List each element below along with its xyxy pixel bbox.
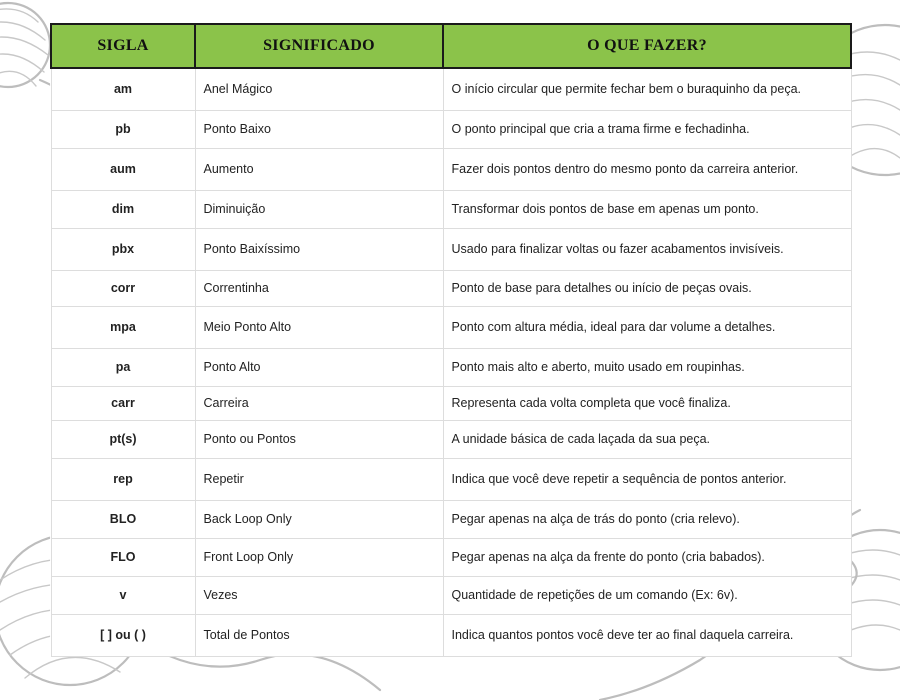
table-row xyxy=(51,386,851,420)
cell-o-que-fazer: Representa cada volta completa que você finaliza. xyxy=(443,386,851,420)
cell-significado: Repetir xyxy=(195,458,443,500)
cell-o-que-fazer: Pegar apenas na alça de trás do ponto (cria relevo). xyxy=(443,500,851,538)
cell-significado: Ponto Baixo xyxy=(195,110,443,148)
table-row xyxy=(51,576,851,614)
table-row xyxy=(51,458,851,500)
table-header-row xyxy=(51,24,851,68)
cell-o-que-fazer: Ponto com altura média, ideal para dar volume a detalhes. xyxy=(443,306,851,348)
table-row xyxy=(51,348,851,386)
cell-o-que-fazer: A unidade básica de cada laçada da sua peça. xyxy=(443,420,851,458)
table-row xyxy=(51,190,851,228)
cell-o-que-fazer: Quantidade de repetições de um comando (Ex: 6v). xyxy=(443,576,851,614)
table-row xyxy=(51,538,851,576)
cell-sigla: rep xyxy=(51,458,195,500)
cell-significado: Diminuição xyxy=(195,190,443,228)
cell-sigla: corr xyxy=(51,270,195,306)
cell-significado: Vezes xyxy=(195,576,443,614)
table-row xyxy=(51,306,851,348)
cell-sigla: carr xyxy=(51,386,195,420)
yarn-ball-icon xyxy=(0,3,50,87)
table-row xyxy=(51,110,851,148)
header-o-que-fazer: O QUE FAZER? xyxy=(443,24,851,68)
table-row xyxy=(51,614,851,656)
cell-sigla: BLO xyxy=(51,500,195,538)
cell-sigla: aum xyxy=(51,148,195,190)
crochet-abbreviations-table xyxy=(50,23,852,657)
cell-sigla: pa xyxy=(51,348,195,386)
table-row xyxy=(51,420,851,458)
cell-o-que-fazer: Ponto de base para detalhes ou início de peças ovais. xyxy=(443,270,851,306)
table-row xyxy=(51,148,851,190)
cell-o-que-fazer: Ponto mais alto e aberto, muito usado em roupinhas. xyxy=(443,348,851,386)
table-row xyxy=(51,228,851,270)
cell-o-que-fazer: Transformar dois pontos de base em apenas um ponto. xyxy=(443,190,851,228)
cell-significado: Front Loop Only xyxy=(195,538,443,576)
cell-sigla: FLO xyxy=(51,538,195,576)
cell-o-que-fazer: Indica quantos pontos você deve ter ao final daquela carreira. xyxy=(443,614,851,656)
cell-significado: Ponto Baixíssimo xyxy=(195,228,443,270)
table-row xyxy=(51,500,851,538)
cell-significado: Ponto ou Pontos xyxy=(195,420,443,458)
cell-significado: Back Loop Only xyxy=(195,500,443,538)
cell-sigla: pbx xyxy=(51,228,195,270)
cell-o-que-fazer: Pegar apenas na alça da frente do ponto (cria babados). xyxy=(443,538,851,576)
cell-significado: Total de Pontos xyxy=(195,614,443,656)
cell-significado: Ponto Alto xyxy=(195,348,443,386)
header-sigla: SIGLA xyxy=(51,24,195,68)
cell-significado: Meio Ponto Alto xyxy=(195,306,443,348)
table-row xyxy=(51,68,851,110)
table-row xyxy=(51,270,851,306)
cell-sigla: mpa xyxy=(51,306,195,348)
cell-sigla: am xyxy=(51,68,195,110)
cell-sigla: dim xyxy=(51,190,195,228)
header-significado: SIGNIFICADO xyxy=(195,24,443,68)
cell-o-que-fazer: O início circular que permite fechar bem o buraquinho da peça. xyxy=(443,68,851,110)
cell-sigla: pt(s) xyxy=(51,420,195,458)
cell-sigla: pb xyxy=(51,110,195,148)
cell-significado: Carreira xyxy=(195,386,443,420)
cell-sigla: v xyxy=(51,576,195,614)
cell-o-que-fazer: Usado para finalizar voltas ou fazer acabamentos invisíveis. xyxy=(443,228,851,270)
cell-significado: Correntinha xyxy=(195,270,443,306)
cell-o-que-fazer: Indica que você deve repetir a sequência de pontos anterior. xyxy=(443,458,851,500)
table-body xyxy=(51,68,851,656)
cell-sigla: [ ] ou ( ) xyxy=(51,614,195,656)
cell-significado: Aumento xyxy=(195,148,443,190)
cell-significado: Anel Mágico xyxy=(195,68,443,110)
cell-o-que-fazer: O ponto principal que cria a trama firme e fechadinha. xyxy=(443,110,851,148)
cell-o-que-fazer: Fazer dois pontos dentro do mesmo ponto da carreira anterior. xyxy=(443,148,851,190)
